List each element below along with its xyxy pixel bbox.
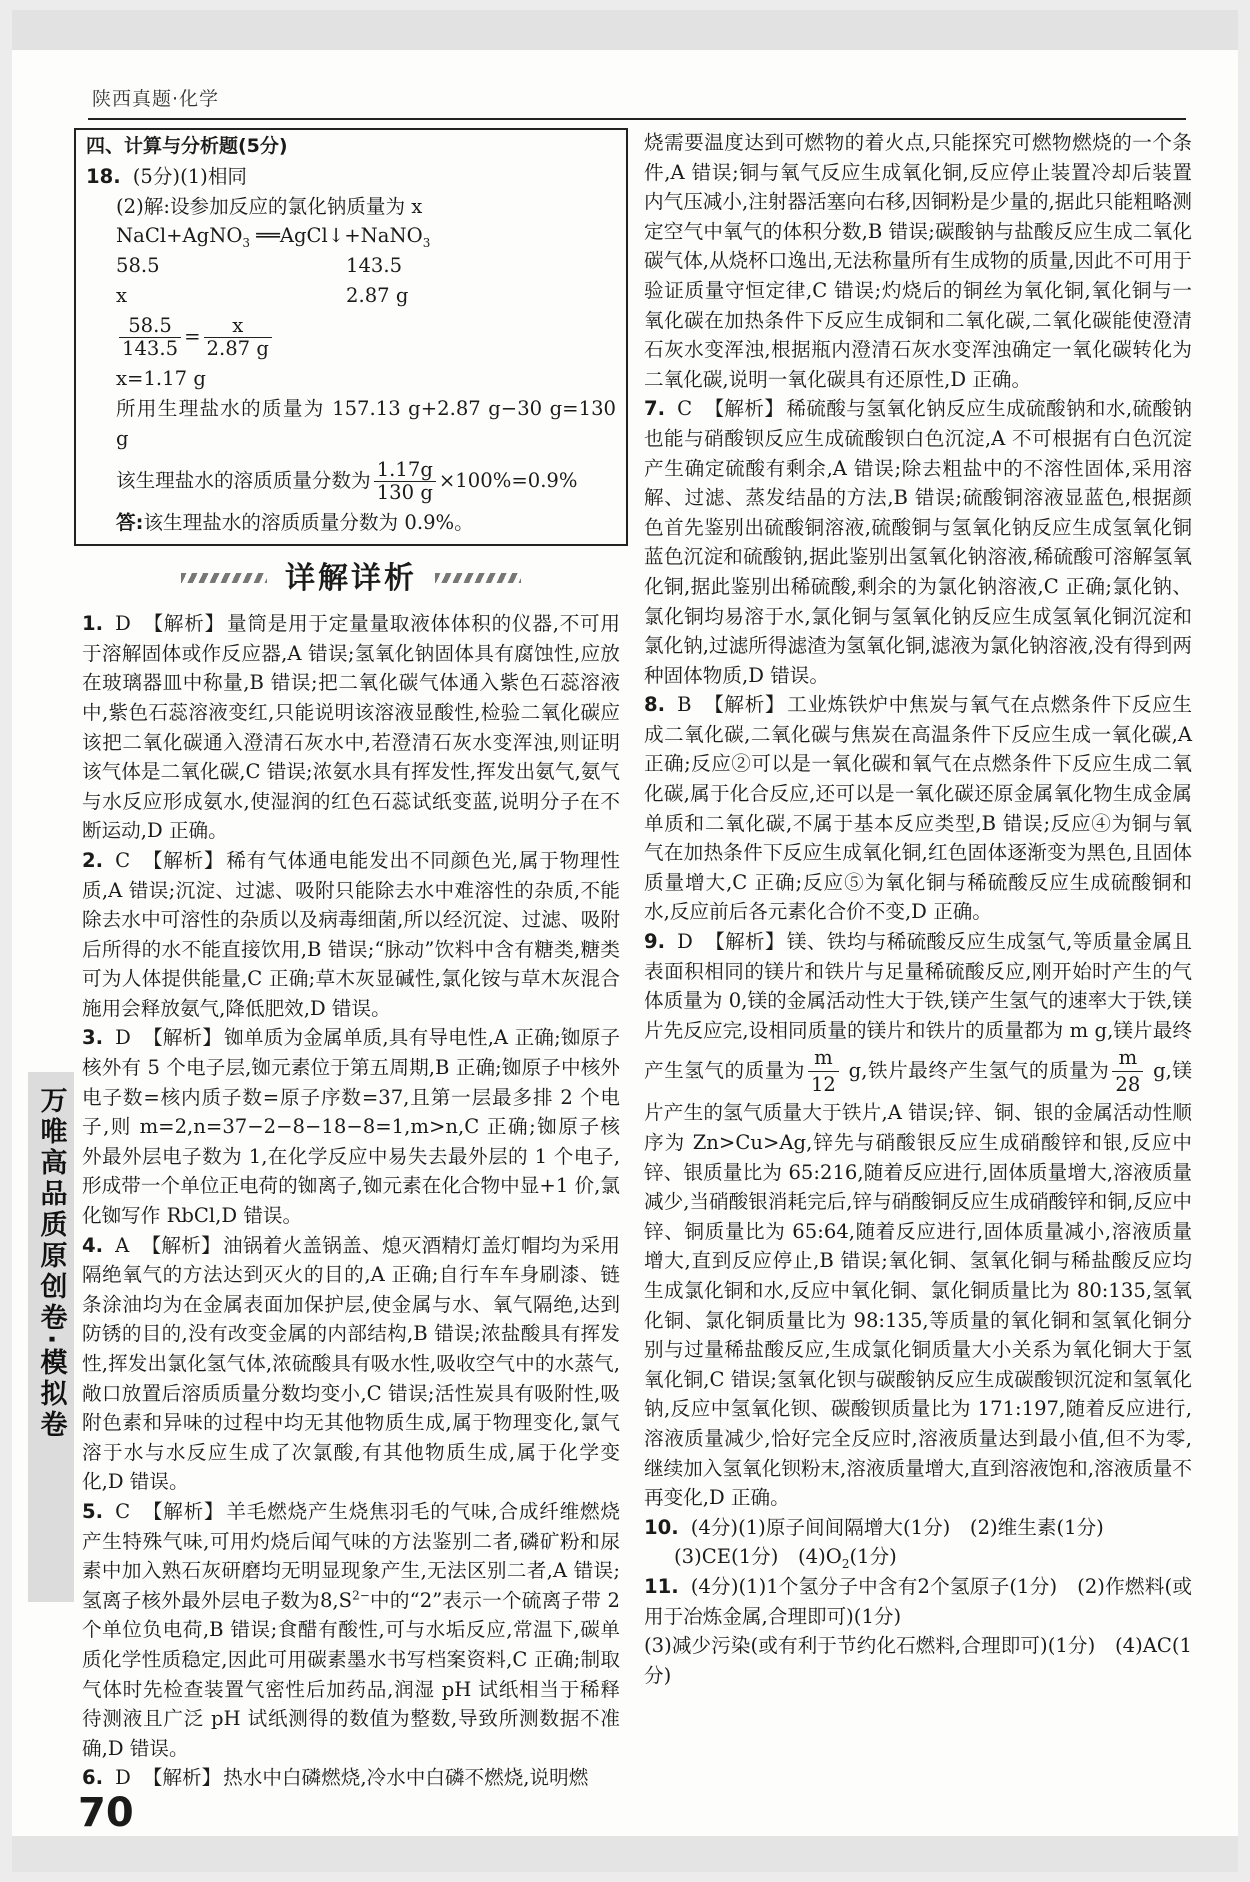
q8-text: 工业炼铁炉中焦炭与氧气在点燃条件下反应生成二氧化碳,二氧化碳与焦炭在高温条件下反应生成一氧化碳,A 正确;反应②可以是一氧化碳和氧气在点燃条件下反应生成二氧化碳,属于化合反应,还可以是一氧化碳还原金属氧化物生成金属单质和二氧化碳,不属于基本反应类型,B 错误;反应④为铜与氧气在加热条件下反应生成氧化铜,红色固体逐渐变为黑色,且固体质量增大,C 正确;反应⑤为氧化铜与稀硫酸反应生成硫酸铜和水,反应前后各元素化合价不变,D 正确。 [644,693,1193,924]
question-3 [82,1023,620,1230]
question-10-line2 [644,1542,1192,1572]
q18-line [86,162,616,192]
q6-answer: D [115,1766,131,1790]
q6-text-a: 热水中白磷燃烧,冷水中白磷不燃烧,说明燃 [223,1766,589,1790]
q5-number: 5. [82,1499,104,1523]
x-nacl: x [116,283,128,307]
q5-sup: 2− [352,1588,370,1603]
question-9 [644,927,1192,1513]
q7-text: 稀硫酸与氢氧化钠反应生成硫酸钠和水,硫酸钠也能与硝酸钡反应生成硫酸钡白色沉淀,A 不可根据有白色沉淀产生确定硫酸有剩余,A 错误;除去粗盐中的不溶性固体,采用溶解、过滤、蒸发结晶的方法,B 错误;硫酸铜溶液显蓝色,根据颜色首先鉴别出硫酸铜溶液,硫酸铜与氢氧化钠反应生成氢氧化铜蓝色沉淀和硫酸钠,据此鉴别出氢氧化钠溶液,稀硫酸可溶解氢氧化铜,据此鉴别出稀硫酸,剩余的为氯化钠溶液,C 正确;氯化钠、氯化铜均易溶于水,氯化铜与氢氧化钠反应生成氢氧化铜沉淀和氯化钠,过滤所得滤渣为氢氧化铜,滤液为氯化钠溶液,没有得到两种固体物质,D 错误。 [644,397,1192,687]
bottom-strip [12,1836,1238,1872]
q9-tag: 【解析】 [704,930,785,954]
fraction-line [86,454,616,508]
q5-text-a: 羊毛燃烧产生烧焦羽毛的气味,合成纤维燃烧产生特殊气味,可用灼烧后闻气味的方法鉴别二者,磷矿粉和尿素中加入熟石灰研磨均无明显现象产生,无法区别二者,A 错误;氢离子核外最外层电子数为8,S [82,1499,620,1612]
q10-number: 10. [644,1515,679,1539]
q10-line1: (4分)(1)原子间间隔增大(1分) (2)维生素(1分) [690,1515,1104,1539]
eq-left: NaCl+AgNO [116,224,243,248]
header-rule [88,118,1186,120]
question-8 [644,690,1192,927]
eq-sub: 3 [242,236,251,251]
eq-right: ══AgCl↓+NaNO [250,224,423,248]
q2-tag: 【解析】 [142,848,225,872]
q10-sub: 2 [841,1557,850,1572]
answer-line [86,508,616,538]
top-strip [12,10,1238,50]
section-heading-text: 详解详析 [285,560,417,596]
mass-agcl: 143.5 [346,254,403,278]
q6-number: 6. [82,1766,104,1790]
x-result: x=1.17 g [116,367,206,391]
q7-answer: C [677,397,693,421]
q9-text-4: g,镁片产生的氢气质量大于铁片,A 错误;锌、铜、银的金属活动性顺序为 Zn>Cu>Ag,锌先与硝酸银反应生成硝酸锌和银,反应中锌、银质量比为 65:216,随着反应进行,固体质量增大,溶液质量减少,当硝酸银消耗完后,锌与硝酸铜反应生成硝酸锌和铜,反应中锌、铜质量比为 65:64,随着反应进行,固体质量减小,溶液质量增大,直到反应停止,B 错误;氧化铜、氢氧化铜与稀盐酸反应均生成氯化铜和水,反应中氧化铜、氯化铜质量比为 80:135,氢氧化铜、氯化铜质量比为 98:135,等质量的氧化铜和氢氧化铜分别与过量稀盐酸反应,生成氯化铜质量大小关系为氧化铜大于氢氧化铜,C 错误;氢氧化钡与碳酸钠反应生成碳酸钡沉淀和氢氧化钠,反应中氢氧化钡、碳酸钡质量比为 171:197,随着反应进行,溶液质量减少,恰好完全反应时,溶液质量达到最小值,但不为零,继续加入氢氧化钡粉末,溶液质量增大,直到溶液饱和,溶液质量不再变化,D 正确。 [644,1059,1193,1510]
p-num2: x [204,315,272,338]
q3-answer: D [115,1026,131,1050]
q10-line2b: (1分) [849,1545,897,1569]
q1-text: 量筒是用于定量量取液体体积的仪器,不可用于溶解固体或作反应器,A 错误;氢氧化钠固体具有腐蚀性,应放在玻璃器皿中称量,B 错误;把二氧化碳气体通入紫色石蕊溶液中,紫色石蕊溶液变红,只能说明该溶液显酸性,检验二氧化碳应该把二氧化碳通入澄清石灰水中,若澄清石灰水变浑浊,则证明该气体是二氧化碳,C 错误;浓氨水具有挥发性,挥发出氨气,氨气与水反应形成氨水,使湿润的红色石蕊试纸变蓝,说明分子在不断运动,D 正确。 [82,612,621,843]
q3-text: 铷单质为金属单质,具有导电性,A 正确;铷原子核外有 5 个电子层,铷元素位于第五周期,B 正确;铷原子中核外电子数=核内质子数=原子序数=37,且第一层最多排 2 个电子,则 m=2,n=37−2−8−18−8=1,m>n,C 正确;铷原子核外最外层电子数为 1,在化学反应中易失去最外层的 1 个电子,形成带一个单位正电荷的铷离子,铷元素在化合物中显+1 价,氯化铷写作 RbCl,D 错误。 [82,1026,621,1228]
q10-line2a: (3)CE(1分) (4)O [674,1545,842,1569]
question-10 [644,1513,1192,1543]
q9-answer: D [677,930,693,954]
q18-equation [86,221,616,251]
q7-number: 7. [644,397,666,421]
question-2 [82,846,620,1024]
q9-text-3: 终产生氢气的质量为 [928,1059,1110,1083]
q8-number: 8. [644,693,666,717]
q11-number: 11. [644,1574,679,1598]
mass-nacl: 58.5 [116,254,160,278]
q1-answer: D [115,612,131,636]
question-4 [82,1231,620,1497]
q5-text-b: 中的“2”表示一个硫离子带 2 个单位负电荷,B 错误;食醋有酸性,可与水垢反应,常温下,碳单质化学性质稳定,因此可用碳素墨水书写档案资料,C 正确;制取气体时先检查装置气密性后加药品,润湿 pH 试纸相当于稀释待测液且广泛 pH 试纸测得的数值为整数,导致所测数据不准确,D 错误。 [82,1588,620,1760]
q9-text-1: 镁、铁均与稀硫酸反应生成氢气,等质量金属且表面积相同的镁片和铁片与足量稀硫酸反应,刚开始时产生的气体质量为 0,镁的金属活动性大于铁,镁产生氢气的速率大于铁,镁片先反应完,设相同质量的镁片和铁片的质量都为 m g,镁片最终产生氢气的质量为 [644,930,1192,1083]
q9-f1-num: m [808,1045,839,1072]
q9-f2-den: 28 [1115,1073,1141,1097]
question-7 [644,394,1192,690]
q4-text: 油锅着火盖锅盖、熄灭酒精灯盖灯帽均为采用隔绝氧气的方法达到灭火的目的,A 正确;自行车车身刷漆、链条涂油均为在金属表面加保护层,使金属与水、氧气隔绝,达到防锈的目的,没有改变金属的内部结构,B 错误;浓盐酸具有挥发性,挥发出氯化氢气体,浓硫酸具有吸水性,吸收空气中的水蒸气,敞口放置后溶质质量分数均变小,C 错误;活性炭具有吸附性,吸附色素和异味的过程中均无其他物质生成,属于物理变化,氯气溶于水与水反应生成了次氯酸,有其他物质生成,属于化学变化,D 错误。 [82,1233,621,1494]
q4-answer: A [115,1233,130,1257]
q7-tag: 【解析】 [704,397,785,421]
q5-answer: C [115,1499,131,1523]
q9-number: 9. [644,930,666,954]
q18-solve-line: (2)解:设参加反应的氯化钠质量为 x [116,194,423,218]
q2-answer: C [115,848,131,872]
frac-den: 130 g [376,480,433,504]
q8-answer: B [677,693,692,717]
p-den1: 143.5 [122,337,179,361]
question-11-line2: (3)减少污染(或有利于节约化石燃料,合理即可)(1分) (4)AC(1分) [644,1634,1192,1687]
p-num1: 58.5 [119,315,181,338]
question-1 [82,609,620,846]
side-tab-text: 万唯高品质原创卷·模拟卷 [35,1086,67,1442]
question-6-start [82,1763,620,1793]
p-eq: = [184,325,201,349]
q18-part1: (5分)(1)相同 [132,164,248,188]
q1-tag: 【解析】 [142,612,225,636]
answer-label: 答: [116,510,144,534]
heading-stripes-right [435,573,521,583]
x-row [86,281,616,311]
fraction-calc [374,459,436,504]
frac-pre: 该生理盐水的溶质质量分数为 [116,468,371,492]
mass-row [86,251,616,281]
left-column [82,128,620,1793]
q9-f2-num: m [1112,1045,1143,1072]
answer-text: 该生理盐水的溶质质量分数为 0.9%。 [143,510,474,534]
question-5 [82,1497,620,1763]
frac-num: 1.17g [374,459,436,482]
side-tab [28,1072,74,1602]
q2-text: 稀有气体通电能发出不同颜色光,属于物理性质,A 错误;沉淀、过滤、吸附只能除去水中难溶性的杂质,不能除去水中可溶性的杂质以及病毒细菌,所以经沉淀、过滤、吸附后所得的水不能直接饮用,B 错误;“脉动”饮料中含有糖类,糖类可为人体提供能量,C 正确;草木灰显碱性,氯化铵与草木灰混合施用会释放氨气,降低肥效,D 错误。 [82,848,620,1020]
heading-stripes-left [181,573,267,583]
question-6-cont: 烧需要温度达到可燃物的着火点,只能探究可燃物燃烧的一个条件,A 错误;铜与氧气反应生成氧化铜,反应停止装置冷却后装置内气压减小,注射器活塞向右移,因铜粉是少量的,据此只能粗略测定空气中氧气的体积分数,B 错误;碳酸钠与盐酸反应生成二氧化碳气体,从烧杯口逸出,无法称量所有生成物的质量,因此不可用于验证质量守恒定律,C 错误;灼烧后的铜丝为氧化铜,氧化铜与一氧化碳在加热条件下反应生成铜和二氧化碳,二氧化碳能使澄清石灰水变浑浊,根据瓶内澄清石灰水变浑浊确定一氧化碳转化为二氧化碳,说明一氧化碳具有还原性,D 正确。 [644,131,1192,391]
proportion [86,310,616,364]
running-head: 陕西真题·化学 [92,88,220,110]
q18-number: 18. [86,164,121,188]
question-11 [644,1572,1192,1631]
q4-tag: 【解析】 [141,1233,221,1257]
q8-tag: 【解析】 [703,693,786,717]
eq-sub2: 3 [422,236,431,251]
q3-number: 3. [82,1026,104,1050]
right-column [644,128,1192,1690]
q2-number: 2. [82,848,104,872]
q9-frac-fe [1112,1045,1143,1098]
proportion-frac-right [204,315,272,360]
q9-f1-den: 12 [810,1073,836,1097]
p-den2: 2.87 g [206,337,269,361]
q6-tag: 【解析】 [142,1766,222,1790]
q4-number: 4. [82,1233,104,1257]
saline-mass: 所用生理盐水的质量为 157.13 g+2.87 g−30 g=130 g [116,397,616,450]
section-heading [82,560,620,596]
q3-tag: 【解析】 [142,1026,223,1050]
calculation-box [74,128,628,546]
frac-post: ×100%=0.9% [438,468,578,492]
q5-tag: 【解析】 [142,1499,225,1523]
proportion-frac-left [119,315,181,360]
q9-frac-mg [808,1045,839,1098]
calc-section-title: 四、计算与分析题(5分) [86,135,288,157]
q9-text-2: g,铁片最 [841,1059,929,1083]
q11-line1: (4分)(1)1个氢分子中含有2个氢原子(1分) (2)作燃料(或用于冶炼金属,合理即可)(1分) [644,1574,1192,1628]
x-agcl: 2.87 g [346,283,409,307]
q1-number: 1. [82,612,104,636]
page-number: 70 [78,1790,134,1836]
